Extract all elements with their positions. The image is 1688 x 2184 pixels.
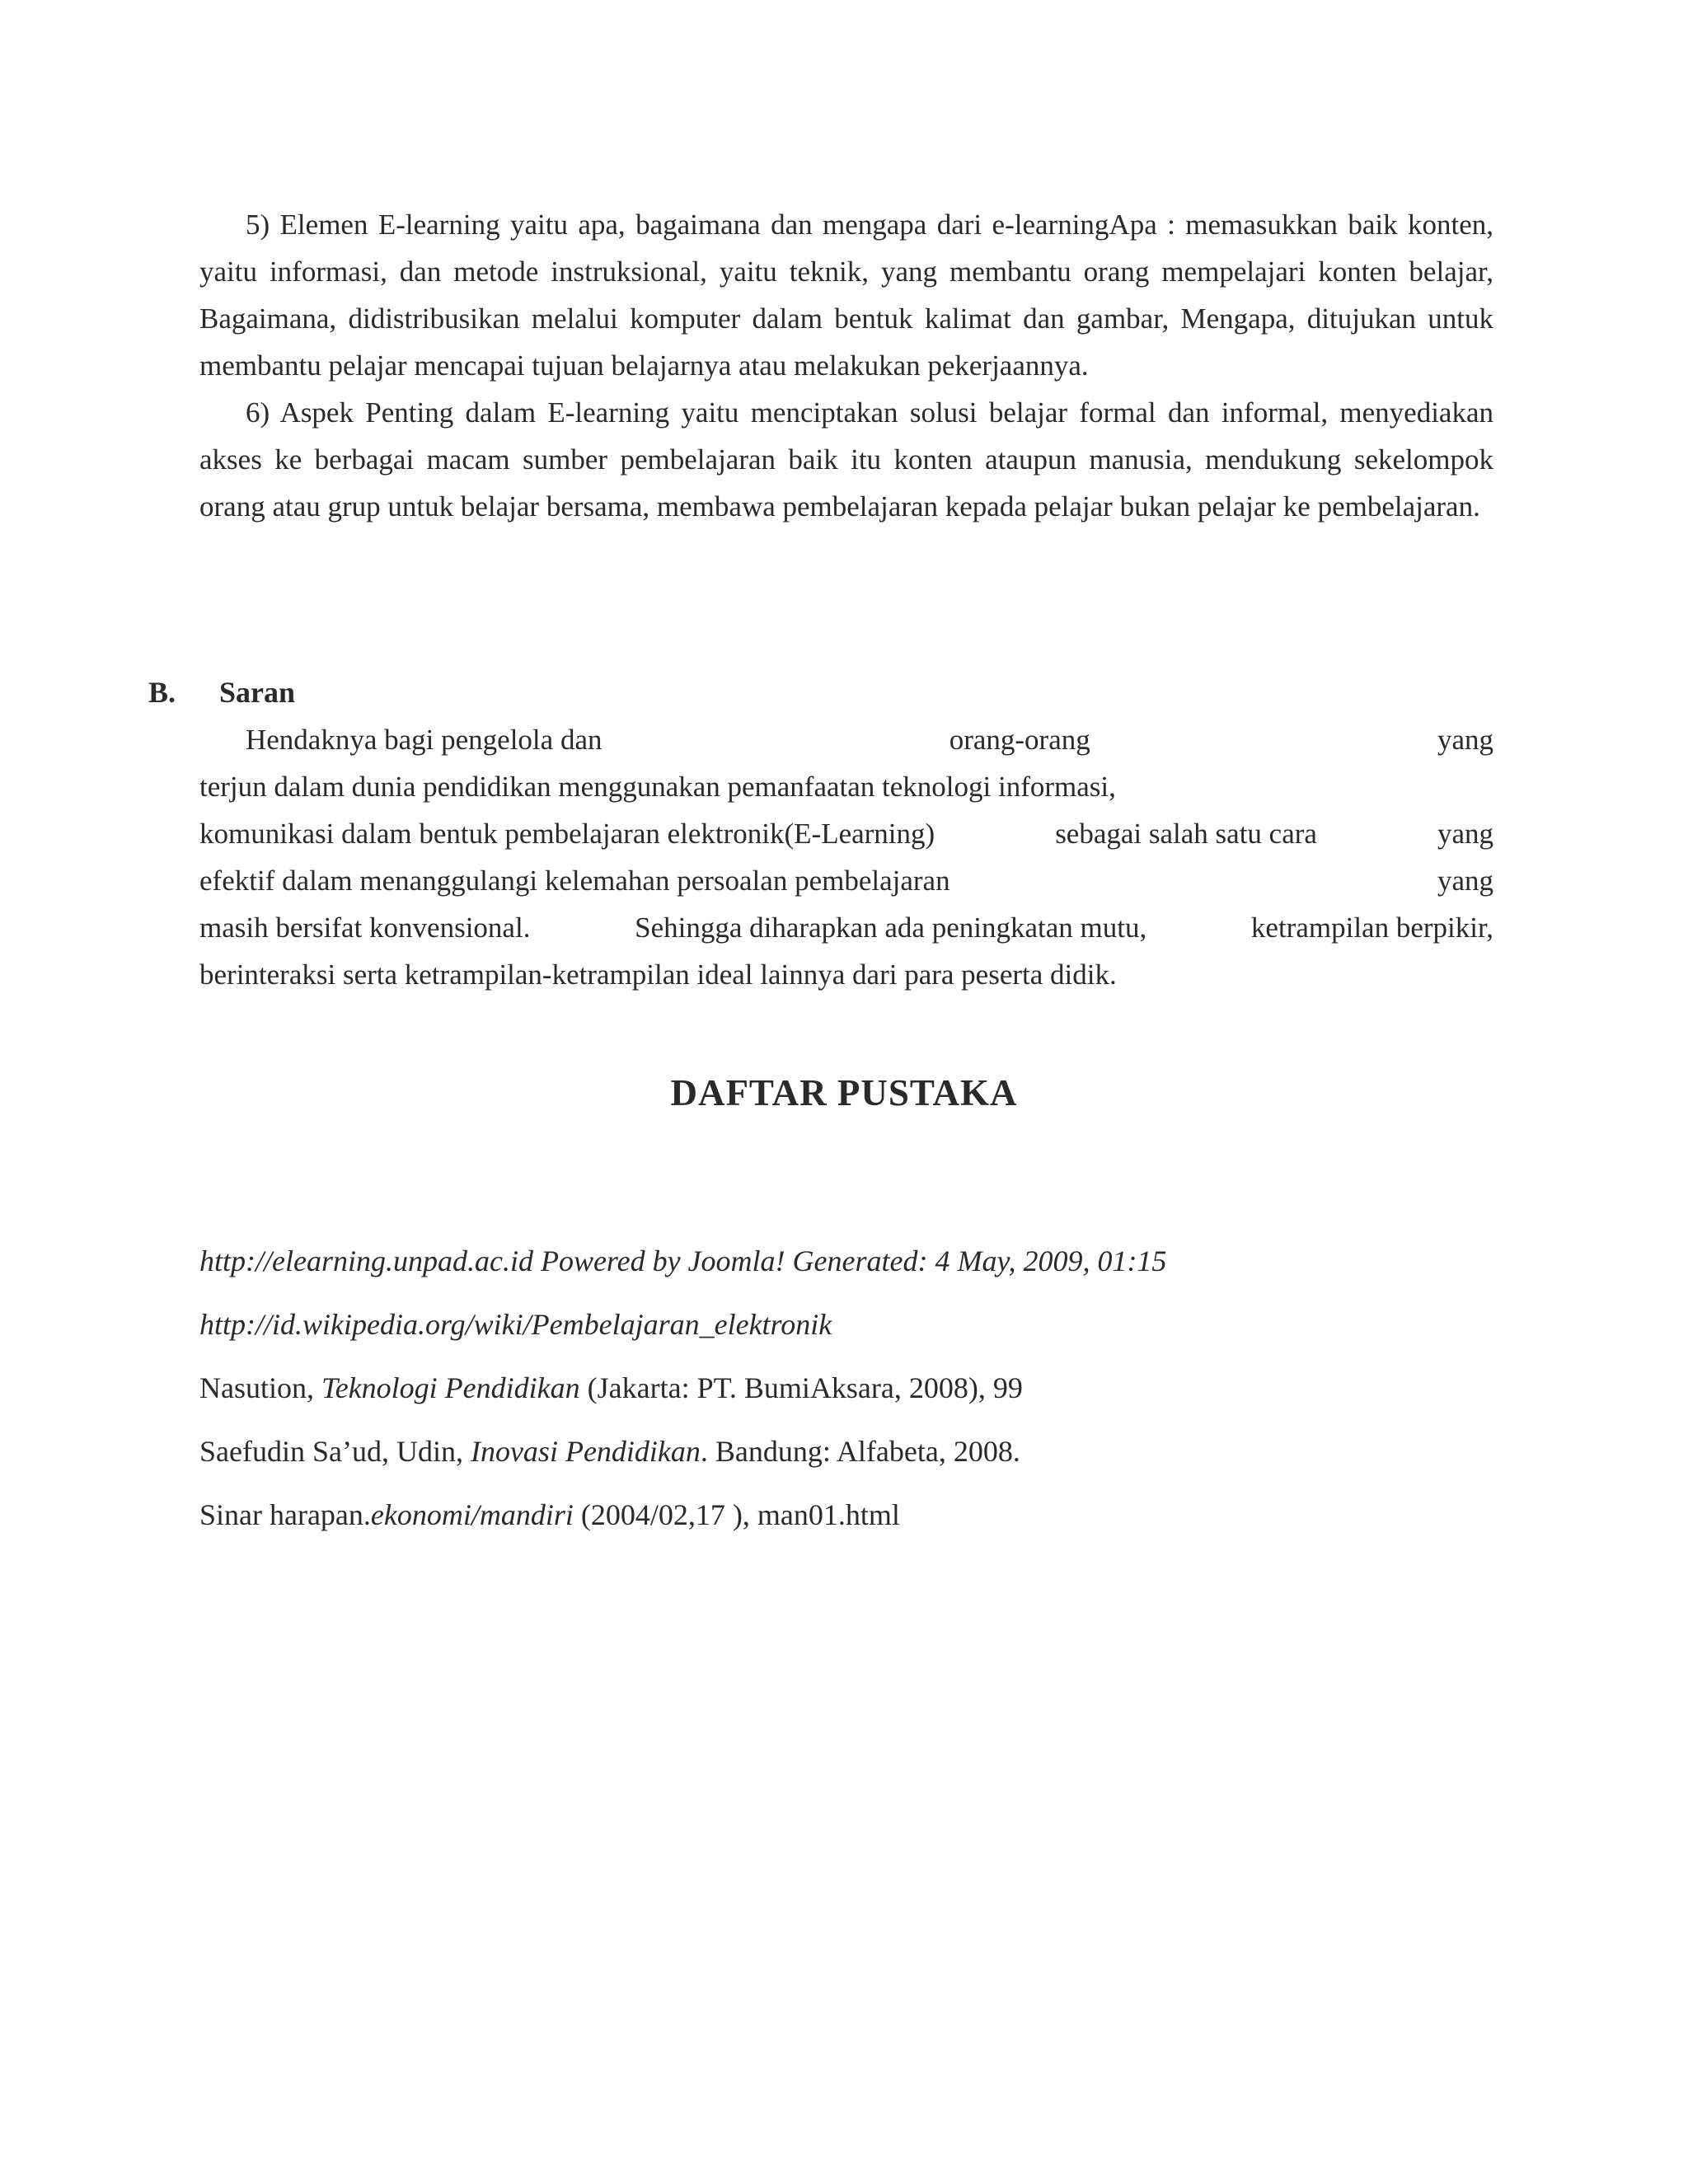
saran-line-segment: Hendaknya bagi pengelola dan: [246, 724, 603, 756]
reference-italic-text: Teknologi Pendidikan: [321, 1371, 580, 1404]
reference-italic-text: http://id.wikipedia.org/wiki/Pembelajaran_elektronik: [199, 1308, 832, 1341]
saran-line: [199, 716, 1493, 763]
section-number: B.: [148, 676, 176, 709]
saran-line: [199, 810, 1493, 857]
reference-item: [199, 1365, 1493, 1428]
saran-line-segment: sebagai salah satu cara: [1055, 818, 1317, 850]
reference-italic-text: http://elearning.unpad.ac.id Powered by Joomla! Generated: 4 May, 2009, 01:15: [199, 1244, 1167, 1277]
reference-item: [199, 1301, 1493, 1365]
saran-line-segment: masih bersifat konvensional.: [199, 912, 531, 944]
reference-item: [199, 1492, 1493, 1555]
reference-italic-text: Inovasi Pendidikan: [470, 1435, 701, 1468]
reference-list: [199, 1238, 1493, 1555]
section-title: Saran: [219, 676, 296, 709]
saran-line-segment: yang: [1437, 865, 1493, 897]
reference-text: (2004/02,17 ), man01.html: [573, 1498, 900, 1531]
saran-line: [199, 951, 1493, 998]
saran-line: [199, 763, 1493, 810]
saran-line: [199, 904, 1493, 951]
saran-line-segment: ketrampilan berpikir,: [1250, 912, 1493, 944]
daftar-pustaka-title: DAFTAR PUSTAKA: [670, 1072, 1018, 1113]
saran-line-segment: terjun dalam dunia pendidikan menggunakan pemanfaatan teknologi informasi,: [199, 771, 1116, 803]
reference-text: . Bandung: Alfabeta, 2008.: [700, 1435, 1020, 1468]
saran-line-segment: efektif dalam menanggulangi kelemahan persoalan pembelajaran: [199, 865, 950, 897]
reference-text: Nasution,: [199, 1371, 321, 1404]
conclusion-points: [199, 201, 1493, 530]
saran-line-segment: berinteraksi serta ketrampilan-ketrampilan ideal lainnya dari para peserta didik.: [199, 958, 1117, 991]
saran-line-segment: yang: [1437, 818, 1493, 850]
saran-line-segment: Sehingga diharapkan ada peningkatan mutu,: [635, 912, 1147, 944]
reference-text: Saefudin Sa’ud, Udin,: [199, 1435, 471, 1468]
reference-item: [199, 1238, 1493, 1301]
reference-text: Sinar harapan.: [199, 1498, 371, 1531]
saran-line-segment: komunikasi dalam bentuk pembelajaran elektronik(E-Learning): [199, 818, 935, 850]
saran-paragraph: [199, 716, 1493, 998]
saran-line-segment: yang: [1437, 724, 1493, 756]
paragraph-point-6: 6) Aspek Penting dalam E-learning yaitu menciptakan solusi belajar formal dan informal, menyediakan akses ke berbagai macam sumber pembelajaran baik itu konten ataupun manusia, mendukung sekelompok orang atau grup untuk belajar bersama, membawa pembelajaran kepada pelajar bukan pelajar ke pembelajaran.: [199, 396, 1493, 523]
section-heading-saran: [148, 669, 295, 716]
reference-text: (Jakarta: PT. BumiAksara, 2008), 99: [579, 1371, 1023, 1404]
reference-item: [199, 1428, 1493, 1492]
paragraph-point-5: 5) Elemen E-learning yaitu apa, bagaimana dan mengapa dari e-learningApa : memasukkan baik konten, yaitu informasi, dan metode instruksional, yaitu teknik, yang membantu orang mempelajari konten belajar, Bagaimana, didistribusikan melalui komputer dalam bentuk kalimat dan gambar, Mengapa, ditujukan untuk membantu pelajar mencapai tujuan belajarnya atau melakukan pekerjaannya.: [199, 209, 1493, 382]
saran-line-segment: orang-orang: [949, 724, 1090, 756]
reference-italic-text: ekonomi/mandiri: [370, 1498, 574, 1531]
saran-line: [199, 857, 1493, 904]
